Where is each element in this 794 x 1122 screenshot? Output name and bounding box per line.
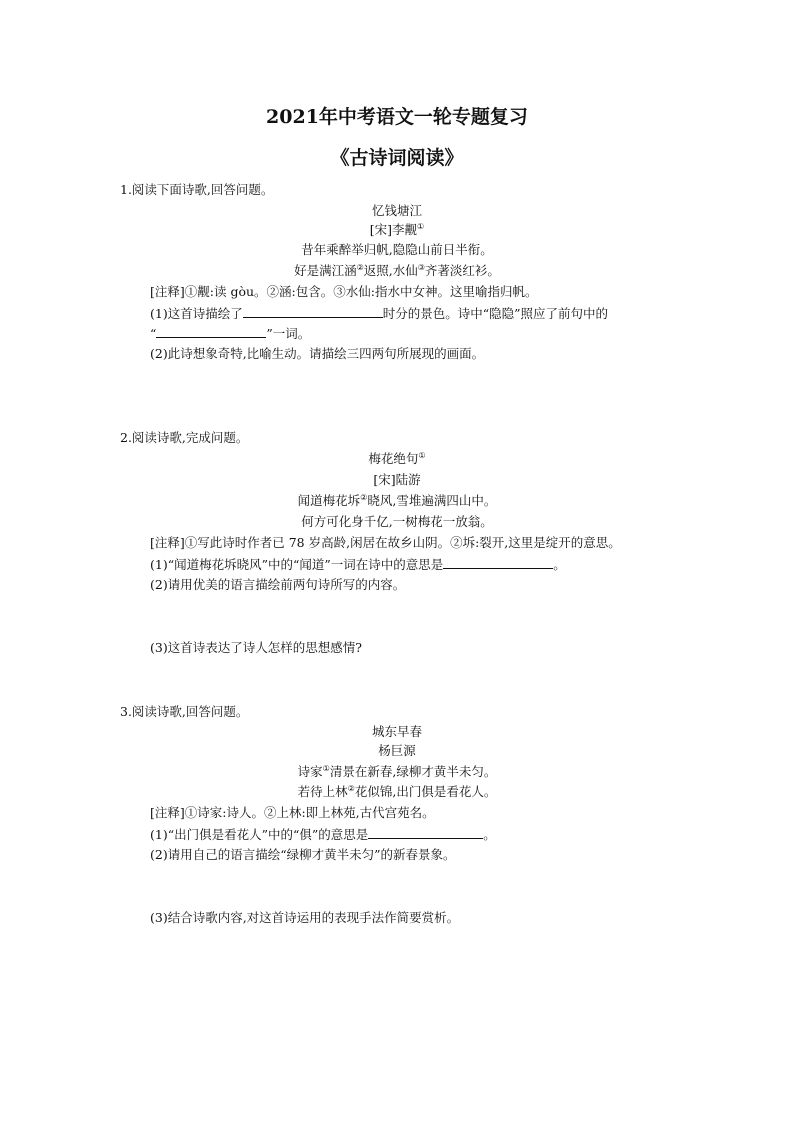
q1-sub1-text-b: 时分的景色。诗中“隐隐”照应了前句中的 (382, 306, 609, 321)
q3-poem-line2 (0, 784, 794, 800)
q2-poem-line2: 何方可化身千亿,一树梅花一放翁。 (301, 514, 493, 529)
q1-sub1-text-a: (1)这首诗描绘了 (150, 306, 243, 321)
page-title: 2021年中考语文一轮专题复习 (266, 106, 528, 128)
q3-line1-part-b: 清景在新春,绿柳才黄半未匀。 (329, 764, 497, 779)
q1-line2-mark1: ② (356, 262, 364, 272)
q1-author-text: [宋]李觏 (369, 222, 418, 237)
q1-poem-title: 忆钱塘江 (371, 203, 422, 218)
q1-note: [注释]①觏:读 gòu。②涵:包含。③水仙:指水中女神。这里喻指归帆。 (150, 284, 538, 299)
q2-sub1 (150, 556, 566, 573)
q2-line1-part-a: 闻道梅花坼 (297, 493, 361, 508)
q2-poem-author: [宋]陆游 (373, 472, 421, 487)
q1-sub1-quote-open: “ (150, 326, 157, 341)
q1-sub1-blank2[interactable] (156, 325, 266, 338)
page-subtitle: 《古诗词阅读》 (330, 147, 464, 169)
q1-poem-author (0, 222, 794, 238)
q2-title-mark: ① (418, 450, 426, 460)
q1-prompt: 1.阅读下面诗歌,回答问题。 (120, 182, 274, 197)
q1-line2-part-c: 齐著淡红衫。 (424, 263, 500, 278)
q2-prompt: 2.阅读诗歌,完成问题。 (120, 430, 249, 445)
q1-sub1 (150, 305, 608, 322)
q3-sub3: (3)结合诗歌内容,对这首诗运用的表现手法作简要赏析。 (150, 910, 460, 925)
q1-poem-line1: 昔年乘醉举归帆,隐隐山前日半衔。 (301, 242, 493, 257)
q3-sub1-text-a: (1)“出门俱是看花人”中的“俱”的意思是 (150, 827, 369, 842)
q3-sub2: (2)请用自己的语言描绘“绿柳才黄半未匀”的新春景象。 (150, 847, 456, 862)
q3-line1-part-a: 诗家 (297, 764, 323, 779)
q3-line2-part-a: 若待上林 (297, 784, 348, 799)
q3-prompt: 3.阅读诗歌,回答问题。 (120, 704, 249, 719)
q2-sub1-blank[interactable] (443, 556, 553, 569)
q2-poem-title (0, 451, 794, 467)
q3-sub1-text-b: 。 (483, 827, 496, 842)
q2-sub3: (3)这首诗表达了诗人怎样的思想感情? (150, 640, 362, 655)
q2-sub1-text-a: (1)“闻道梅花坼晓风”中的“闻道”一词在诗中的意思是 (150, 557, 444, 572)
q3-sub1-blank[interactable] (368, 826, 483, 839)
q3-line1-mark: ① (322, 763, 330, 773)
q2-line1-part-b: 晓风,雪堆遍满四山中。 (367, 493, 497, 508)
q2-note: [注释]①写此诗时作者已 78 岁高龄,闲居在故乡山阴。②坼:裂开,这里是绽开的意思。 (150, 535, 621, 550)
q3-poem-author: 杨巨源 (378, 743, 416, 758)
q1-poem-line2 (0, 263, 794, 279)
q1-author-mark: ① (417, 221, 425, 231)
q1-sub1-cont (150, 325, 310, 342)
q3-note: [注释]①诗家:诗人。②上林:即上林苑,古代宫苑名。 (150, 805, 435, 820)
q3-sub1 (150, 826, 496, 843)
q3-poem-line1 (0, 764, 794, 780)
q2-sub2: (2)请用优美的语言描绘前两句诗所写的内容。 (150, 577, 406, 592)
q3-line2-mark: ② (347, 783, 355, 793)
q3-line2-part-b: 花似锦,出门俱是看花人。 (354, 784, 497, 799)
q2-title-text: 梅花绝句 (368, 451, 419, 466)
q1-sub2: (2)此诗想象奇特,比喻生动。请描绘三四两句所展现的画面。 (150, 346, 485, 361)
q1-line2-part-b: 返照,水仙 (363, 263, 418, 278)
q1-sub1-blank1[interactable] (243, 305, 383, 318)
q2-poem-line1 (0, 493, 794, 509)
q2-sub1-text-b: 。 (553, 557, 566, 572)
q3-poem-title: 城东早春 (371, 724, 422, 739)
q1-line2-part-a: 好是满江涵 (294, 263, 357, 278)
q1-line2-mark2: ③ (417, 262, 425, 272)
q1-sub1-text-d: ”一词。 (266, 326, 311, 341)
q2-line1-mark: ② (360, 492, 368, 502)
